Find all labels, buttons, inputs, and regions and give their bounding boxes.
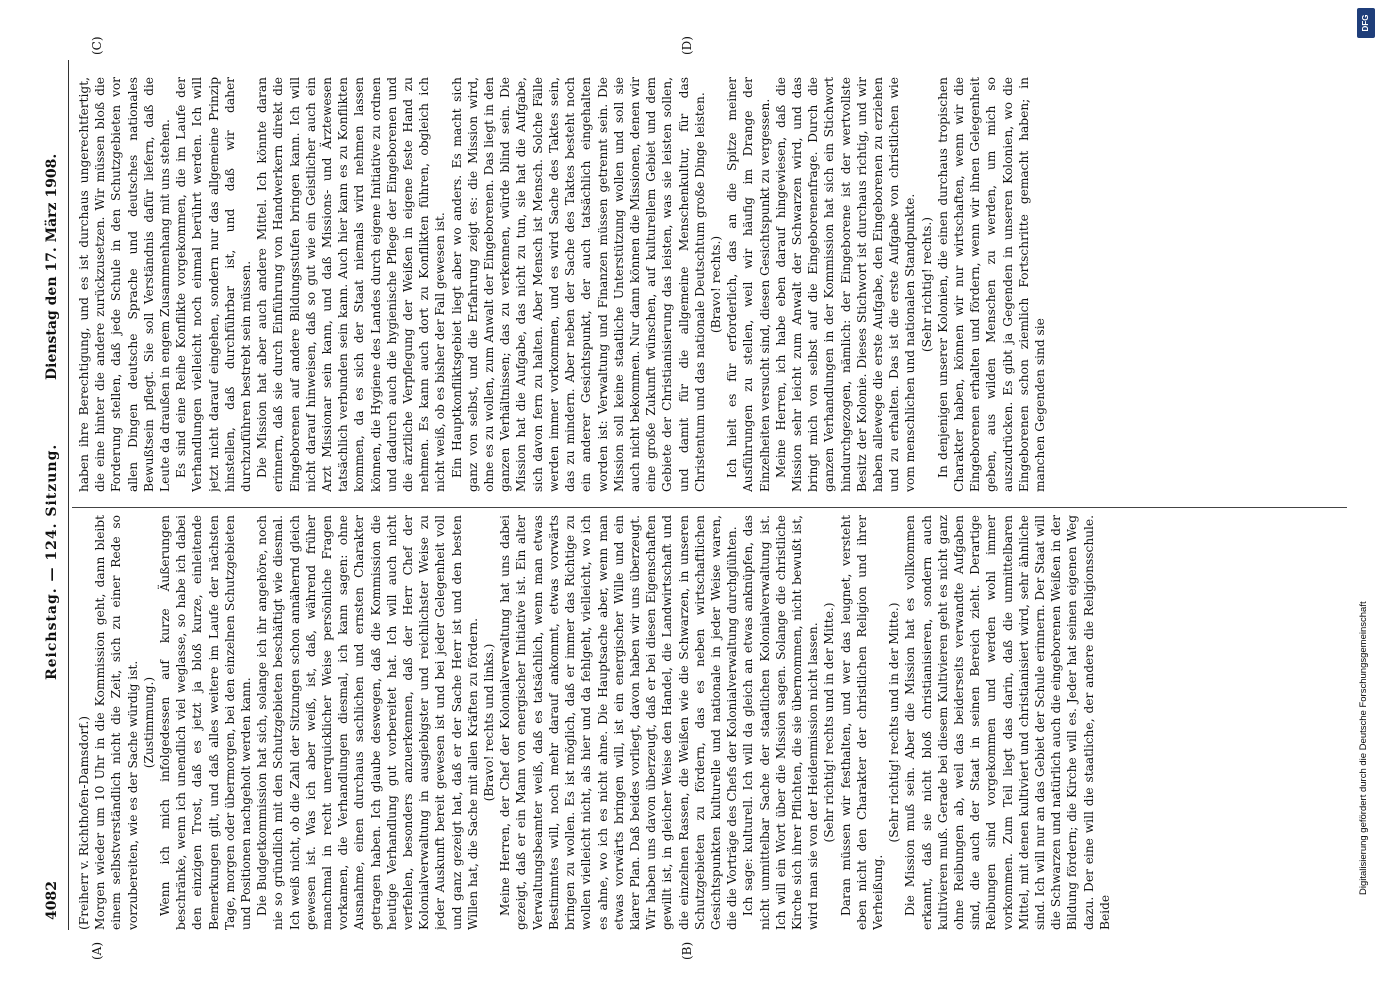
interjection: (Zustimmung.) [141,676,156,769]
right-column [76,77,1346,492]
session-date: Dienstag den 17. März 1908. [44,153,60,380]
paragraph: haben ihre Berechtigung, und es ist durchaus ungerechtfertigt, die eine hinter die andere zurückzusetzen. Wir müssen bloß die Forderung stellen, daß jede Schule in den Schutzgebieten vor allen Dingen deutsche Sprache und deutsches nationales Bewußtsein pflegt. Sie soll Verständnis dafür liefern, daß die Leute da draußen in engem Zusammenhang mit uns stehen. [77,77,173,492]
page-header [44,60,68,940]
paragraph: In denjenigen unserer Kolonien, die einen durchaus tropischen Charakter haben, können wir nur wirtschaften, wenn wir die Eingeborenen erhalten und fördern, wenn wir ihnen Gelegenheit geben, aus wilden Menschen zu werden, um mich so auszudrücken. Es gibt ja Gegenden in unseren Kolonien, wo die Eingeborenen schon ziemlich Fortschritte gemacht haben; in manchen Gegenden sind sie [935,77,1047,492]
margin-marker-a: (A) [90,941,104,960]
header-rule [68,60,69,930]
dfg-logo: DFG [1357,8,1375,38]
interjection: (Sehr richtig! rechts.) [919,216,934,353]
paragraph: Die Mission muß sein. Aber die Mission hat es vollkommen erkannt, daß sie nicht bloß christianisieren, sondern auch kultivieren muß. Gerade bei diesem Kultivieren geht es nicht ganz ohne Reibungen ab, weil das beiderseits verwandte Aufgaben sind, die auch der Staat in seinen Bereich zieht. Derartige Reibungen sind vorgekommen und werden wohl immer vorkommen. Zum Teil liegt das darin, daß die unmittelbaren Mittel, mit denen kultiviert und christianisiert wird, sehr ähnliche sind. Ich will nur an das Gebiet der Schule erinnern. Der Staat will die Schwarzen und natürlich auch die eingeborenen Weißen in der Bildung fördern; die Kirche will es. Jeder hat seinen eigenen Weg dazu. Der eine will die staatliche, der andere die Religionsschule. Beide [903,515,1112,930]
session-title: Reichstag. — 124. Sitzung. [44,443,60,680]
paragraph: Ein Hauptkonfliktsgebiet liegt aber wo anders. Es macht sich ganz von selbst, und die Erfahrung zeigt es: die Mission wird, ohne es zu wollen, zum Anwalt der Eingeborenen. Das liegt in den ganzen Verhältnissen; das zu verkennen, würde blind sein. Die Mission hat die Aufgabe, das nicht zu tun, sie hat die Aufgabe, sich davon fern zu halten. Aber Mensch ist Mensch. Solche Fälle werden immer vorkommen, und es wird Sache des Taktes sein, das zu mindern. Aber neben der Sache des Taktes besteht noch ein anderer Gesichtspunkt, der auch tatsächlich eingehalten worden ist: Verwaltung und Finanzen müssen getrennt sein. Die Mission soll keine staatliche Unterstützung wollen und soll sie auch nicht bekommen. Nur dann können die Missionen, denen wir eine große Zukunft wünschen, auf kulturellem Gebiet und dem Gebiete der Christianisierung das leisten, was sie leisten sollen, und damit für die allgemeine Menschenkultur, für das Christentum und das nationale Deutschtum große Dinge leisten. [449,77,707,492]
paragraph: Es sind eine Reihe Konflikte vorgekommen, die im Laufe der Verhandlungen vielleicht noch einmal berührt werden. Ich will jetzt nicht darauf eingehen, sondern nur das allgemeine Prinzip hinstellen, daß durchführbar ist, und daß wir daher durchzuführen bestrebt sein müssen. [174,77,254,492]
margin-marker-c: (C) [90,36,104,55]
interjection: (Sehr richtig! rechts und in der Mitte.) [887,602,902,843]
paragraph: Die Mission hat aber auch andere Mittel. Ich könnte daran erinnern, daß sie durch Einführung von Handwerkern direkt die Eingeborenen auf andere Bildungsstufen bringen kann. Ich will nicht darauf hinweisen, daß so gut wie ein Geistlicher auch ein Arzt Missionar sein kann, und daß Missions- und Ärztewesen tatsächlich verbunden sein kann. Auch hier kann es zu Konflikten kommen, da es sich der Staat niemals wird nehmen lassen können, die Hygiene des Landes durch eigene Initiative zu ordnen und dadurch auch die hygienische Pflege der Eingeborenen und die ärztliche Verpflegung der Weißen in eigene feste Hand zu nehmen. Es kann auch dort zu Konflikten führen, obgleich ich nicht weiß, ob es bisher der Fall gewesen ist. [255,77,448,492]
speaker-attribution: (Freiherr v. Richthofen-Damsdorf.) [77,716,91,930]
margin-marker-b: (B) [680,941,694,960]
paragraph: Die Budgetkommission hat sich, solange ich ihr angehöre, noch nie so gründlich mit den Schutzgebieten beschäftigt wie diesmal. Ich weiß nicht, ob die Zahl der Sitzungen schon annähernd gleich gewesen ist. Was ich aber weiß, ist, daß, während früher manchmal in recht unerquicklicher Weise persönliche Fragen vorkamen, die Verhandlungen diesmal, ich kann sagen: ohne Ausnahme, einen durchaus sachlichen und ernsten Charakter getragen haben. Ich glaube deswegen, daß die Kommission die heutige Verhandlung gut vorbereitet hat. Ich will auch nicht verfehlen, besonders anzuerkennen, daß der Herr Chef der Kolonialverwaltung in ausgiebigster und reichlichster Weise zu jeder Auskunft bereit gewesen ist und bei jeder Gelegenheit voll und ganz gezeigt hat, daß er der Sache Herr ist und den besten Willen hat, die Sache mit allen Kräften zu fördern. [255,515,480,930]
paragraph: Wenn ich mich infolgedessen auf kurze Äußerungen beschränke, wenn ich unendlich viel weglasse, so habe ich dabei den einzigen Trost, daß es jetzt ja bloß kurze, einleitende Bemerkungen gilt, und daß alles weitere im Laufe der nächsten Tage, morgen oder übermorgen, bei den einzelnen Schutzgebieten und Positionen nachgeholt werden kann. [158,515,254,930]
paragraph: Meine Herren, der Chef der Kolonialverwaltung hat uns dabei gezeigt, daß er ein Mann von energischer Initiative ist. Ein alter Verwaltungsbeamter weiß, daß es tatsächlich, wenn man etwas Bestimmtes will, noch mehr darauf ankommt, etwas vorwärts bringen zu wollen. Es ist möglich, daß er immer das Richtige zu wollen vielleicht nicht, als hier und da fehlgeht, vielleicht, wo ich es ahne, wo ich es nicht ahne. Die Hauptsache aber, wenn man etwas vorwärts bringen will, ist ein energischer Wille und ein klarer Plan. Daß beides vorliegt, davon haben wir uns überzeugt. Wir haben uns davon überzeugt, daß er bei diesen Eigenschaften gewillt ist, in gleicher Weise den Handel, die Landwirtschaft und die einzelnen Rassen, die Weißen wie die Schwarzen, in unseren Schutzgebieten zu fördern, das es neben wirtschaftlichen Gesichtspunkten kulturelle und nationale in jeder Weise waren, die die Vorträge des Chefs der Kolonialverwaltung durchglühten. [498,515,740,930]
interjection: (Bravo! rechts und links.) [482,643,497,802]
paragraph: Ich hielt es für erforderlich, das an die Spitze meiner Ausführungen zu stellen, weil wir häufig im Drange der Einzelheiten versucht sind, diesen Gesichtspunkt zu vergessen. [725,77,772,492]
paragraph: Meine Herren, ich habe eben darauf hingewiesen, daß die Mission sehr leicht zum Anwalt der Schwarzen wird, und das bringt mich von selbst auf die Eingeborenenfrage. Durch die ganzen Verhandlungen in der Kommission hat sich ein Stichwort hindurchgezogen, nämlich: der Eingeborene ist der wertvollste Besitz der Kolonie. Dieses Stichwort ist durchaus richtig, und wir haben allewege die erste Aufgabe, den Eingeborenen zu erziehen und zu erhalten. Das ist die erste Aufgabe von christlichen wie vom menschlichen und nationalen Standpunkte. [773,77,918,492]
interjection: (Sehr richtig! rechts und in der Mitte.) [822,602,837,843]
digitization-credit [1353,10,1375,985]
page-number: 4082 [44,881,60,920]
margin-marker-d: (D) [680,36,694,55]
paragraph: Morgen wieder um 10 Uhr in die Kommission geht, dann bleibt einem selbstverständlich nicht die Zeit, sich zu einer Rede so vorzubereiten, wie es der Sache würdig ist. [93,515,140,930]
left-column [76,515,1346,930]
paragraph: Daran müssen wir festhalten, und wer das leugnet, versteht eben nicht den Charakter der christlichen Religion und ihrer Verheißung. [838,515,885,930]
interjection: (Bravo! rechts.) [708,235,723,334]
credit-text: Digitalisierung gefördert durch die Deutsche Forschungsgemeinschaft [1358,601,1369,895]
paragraph: Ich sage: kulturell. Ich will da gleich an etwas anknüpfen, das nicht unmittelbar Sache der staatlichen Kolonialverwaltung ist. Ich will ein Wort über die Mission sagen. Solange die christliche Kirche sich ihrer Pflichten, die sie übernommen, nicht bewußt ist, wird man sie von der Heidenmission nicht lassen. [741,515,821,930]
column-divider [72,507,1347,508]
